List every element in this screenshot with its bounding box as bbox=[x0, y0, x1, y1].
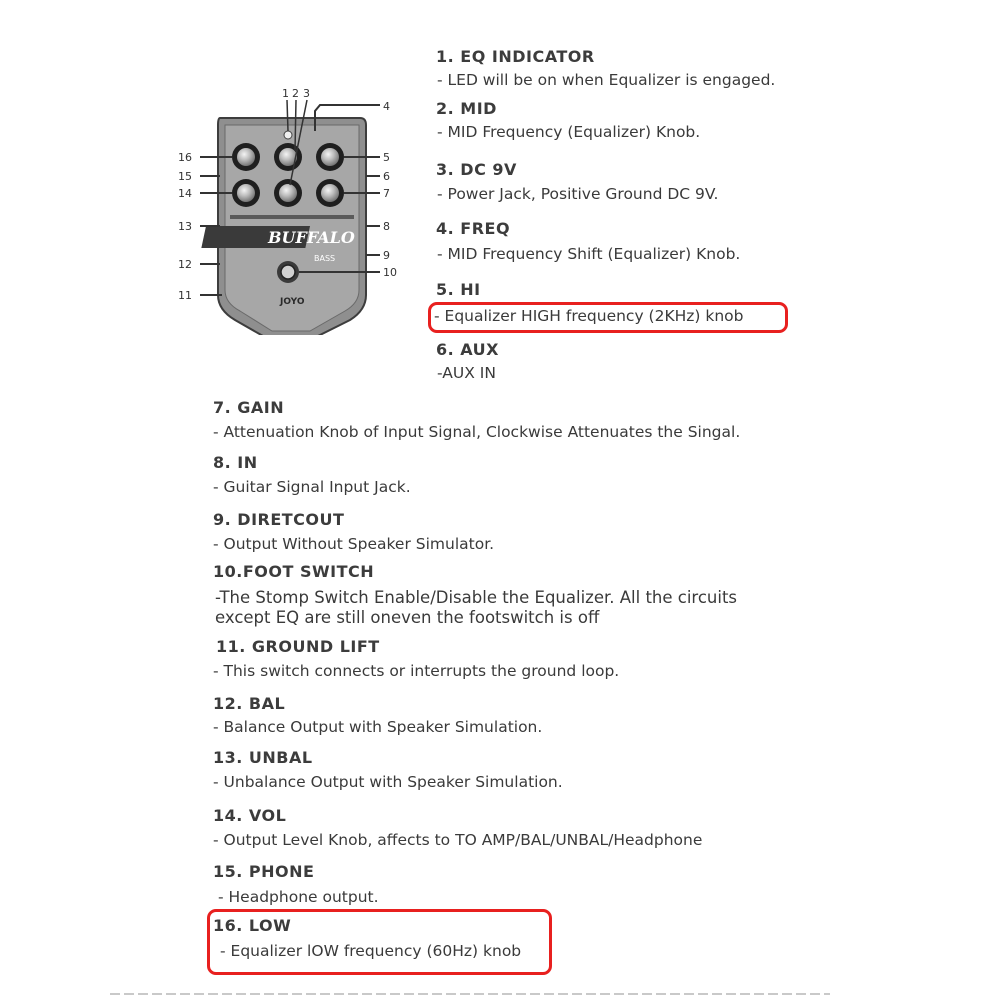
callout-10: 10 bbox=[383, 266, 397, 279]
item-6-desc: -AUX IN bbox=[437, 364, 496, 382]
page-bottom-rule bbox=[110, 993, 830, 995]
item-10-desc-line2: except EQ are still oneven the footswitch is off bbox=[215, 608, 600, 627]
pedal-model: BASS bbox=[314, 254, 336, 263]
callout-7: 7 bbox=[383, 187, 390, 200]
callout-15: 15 bbox=[178, 170, 192, 183]
item-9-desc: - Output Without Speaker Simulator. bbox=[213, 535, 495, 553]
knob-vol bbox=[232, 179, 260, 207]
pedal-brand: BUFFALO bbox=[268, 228, 355, 247]
callout-11: 11 bbox=[178, 289, 192, 302]
item-5-title: 5. HI bbox=[436, 280, 481, 299]
item-2-title: 2. MID bbox=[436, 99, 497, 118]
callout-12: 12 bbox=[178, 258, 192, 271]
callout-3: 3 bbox=[303, 87, 310, 100]
item-10-desc: -The Stomp Switch Enable/Disable the Equalizer. All the circuits bbox=[215, 588, 738, 607]
item-7-desc: - Attenuation Knob of Input Signal, Clockwise Attenuates the Singal. bbox=[213, 423, 741, 441]
item-8-desc: - Guitar Signal Input Jack. bbox=[213, 478, 411, 496]
callout-2: 2 bbox=[292, 87, 299, 100]
footswitch bbox=[277, 261, 299, 283]
knob-freq bbox=[274, 179, 302, 207]
item-16-desc: - Equalizer lOW frequency (60Hz) knob bbox=[220, 942, 522, 960]
item-11-title: 11. GROUND LIFT bbox=[216, 637, 380, 656]
item-10-title: 10.FOOT SWITCH bbox=[213, 562, 375, 581]
pedal-diagram bbox=[170, 85, 410, 335]
callout-14: 14 bbox=[178, 187, 192, 200]
callout-6: 6 bbox=[383, 170, 390, 183]
callout-9: 9 bbox=[383, 249, 390, 262]
item-2-desc: - MID Frequency (Equalizer) Knob. bbox=[437, 123, 701, 141]
eq-led bbox=[284, 131, 292, 139]
callout-4: 4 bbox=[383, 100, 390, 113]
item-14-desc: - Output Level Knob, affects to TO AMP/BAL/UNBAL/Headphone bbox=[213, 831, 703, 849]
item-5-desc: - Equalizer HIGH frequency (2KHz) knob bbox=[434, 307, 744, 325]
item-3-title: 3. DC 9V bbox=[436, 160, 517, 179]
callout-8: 8 bbox=[383, 220, 390, 233]
knob-gain bbox=[316, 179, 344, 207]
item-11-desc: - This switch connects or interrupts the ground loop. bbox=[213, 662, 620, 680]
item-15-title: 15. PHONE bbox=[213, 862, 315, 881]
item-9-title: 9. DIRETCOUT bbox=[213, 510, 345, 529]
item-4-title: 4. FREQ bbox=[436, 219, 511, 238]
item-13-title: 13. UNBAL bbox=[213, 748, 313, 767]
item-16-title: 16. LOW bbox=[213, 916, 292, 935]
item-13-desc: - Unbalance Output with Speaker Simulation. bbox=[213, 773, 563, 791]
callout-1: 1 bbox=[282, 87, 289, 100]
item-12-desc: - Balance Output with Speaker Simulation. bbox=[213, 718, 543, 736]
item-12-title: 12. BAL bbox=[213, 694, 286, 713]
item-8-title: 8. IN bbox=[213, 453, 258, 472]
pedal-maker: JOYO bbox=[280, 297, 305, 307]
item-15-desc: - Headphone output. bbox=[218, 888, 379, 906]
item-7-title: 7. GAIN bbox=[213, 398, 285, 417]
item-1-title: 1. EQ INDICATOR bbox=[436, 47, 595, 66]
callout-13: 13 bbox=[178, 220, 192, 233]
item-14-title: 14. VOL bbox=[213, 806, 287, 825]
callout-16: 16 bbox=[178, 151, 192, 164]
item-1-desc: - LED will be on when Equalizer is engaged. bbox=[437, 71, 776, 89]
knob-low bbox=[232, 143, 260, 171]
item-6-title: 6. AUX bbox=[436, 340, 499, 359]
callout-5: 5 bbox=[383, 151, 390, 164]
item-4-desc: - MID Frequency Shift (Equalizer) Knob. bbox=[437, 245, 741, 263]
item-3-desc: - Power Jack, Positive Ground DC 9V. bbox=[437, 185, 719, 203]
knob-hi bbox=[316, 143, 344, 171]
